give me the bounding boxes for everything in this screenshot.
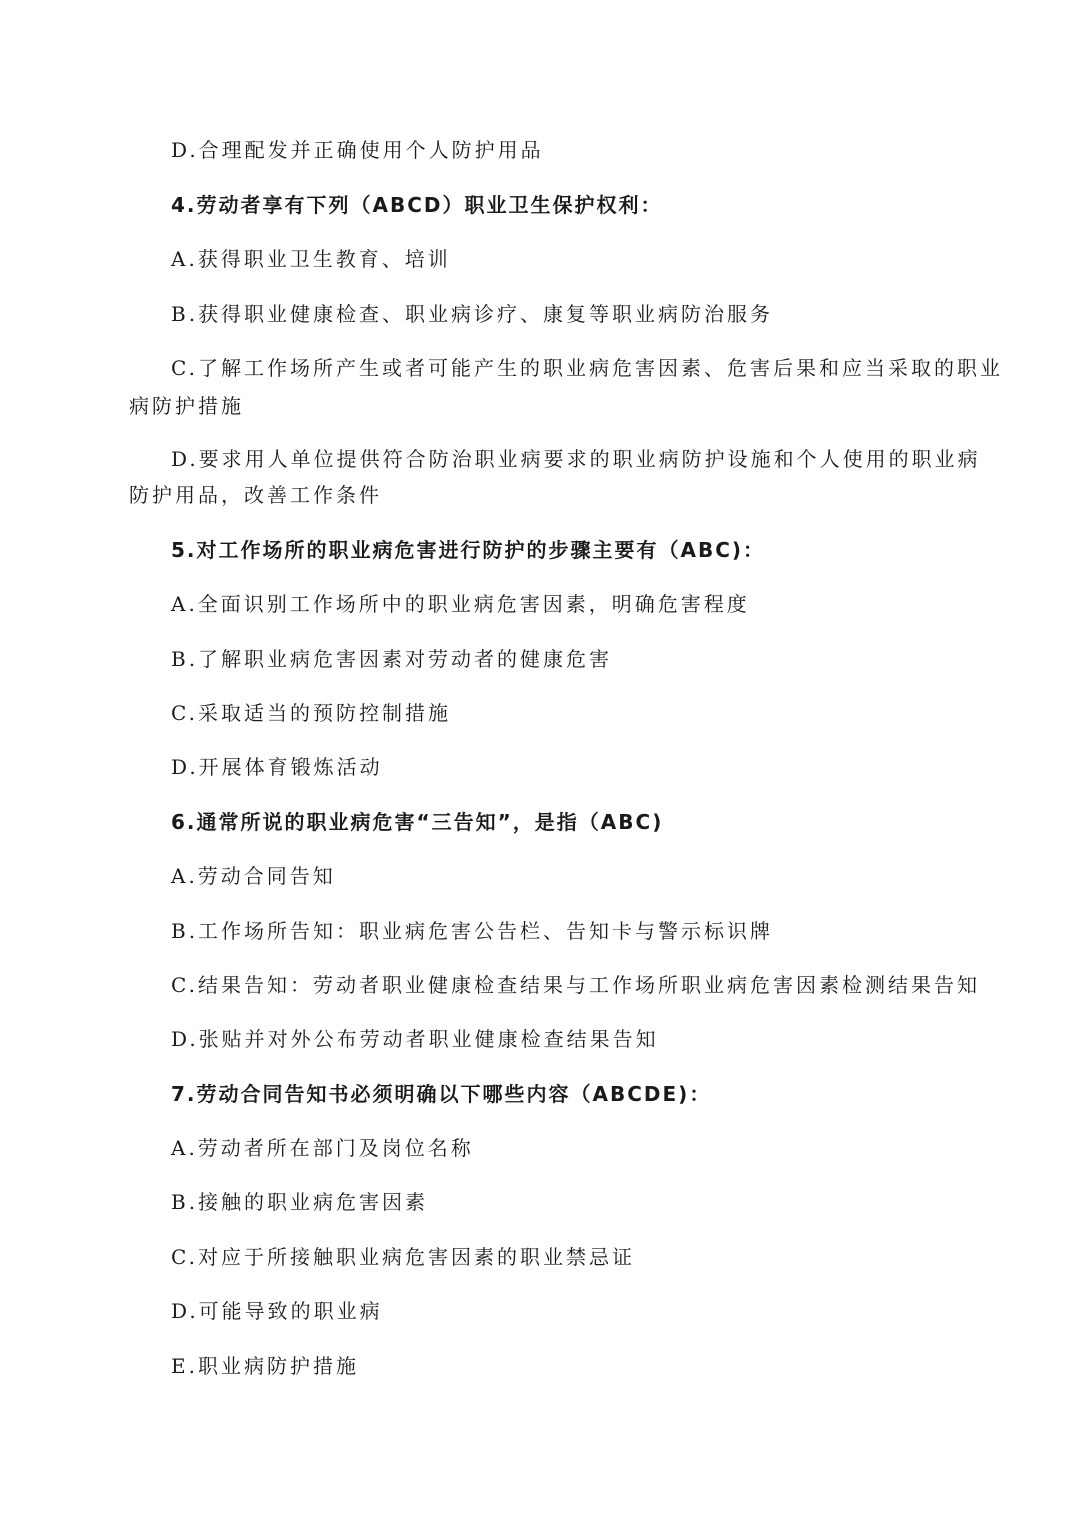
option-4d: D.要求用人单位提供符合防治职业病要求的职业病防护设施和个人使用的职业病	[171, 447, 981, 471]
option-7c: C.对应于所接触职业病危害因素的职业禁忌证	[171, 1245, 635, 1269]
option-7b: B.接触的职业病危害因素	[171, 1190, 429, 1214]
option-4c: C.了解工作场所产生或者可能产生的职业病危害因素、危害后果和应当采取的职业	[171, 356, 1003, 380]
option-5c: C.采取适当的预防控制措施	[171, 701, 451, 725]
option-5a: A.全面识别工作场所中的职业病危害因素，明确危害程度	[171, 592, 750, 616]
option-3d: D.合理配发并正确使用个人防护用品	[171, 138, 544, 162]
question-4-heading: 4.劳动者享有下列（ABCD）职业卫生保护权利：	[171, 193, 663, 217]
option-4b: B.获得职业健康检查、职业病诊疗、康复等职业病防治服务	[171, 302, 774, 326]
option-4d-continuation: 防护用品，改善工作条件	[129, 483, 382, 507]
option-6a: A.劳动合同告知	[171, 864, 336, 888]
option-6b: B.工作场所告知：职业病危害公告栏、告知卡与警示标识牌	[171, 919, 774, 943]
option-6c: C.结果告知：劳动者职业健康检查结果与工作场所职业病危害因素检测结果告知	[171, 973, 980, 997]
option-7a: A.劳动者所在部门及岗位名称	[171, 1136, 474, 1160]
option-4a: A.获得职业卫生教育、培训	[171, 247, 451, 271]
option-7e: E.职业病防护措施	[171, 1354, 359, 1378]
option-5b: B.了解职业病危害因素对劳动者的健康危害	[171, 647, 613, 671]
question-5-heading: 5.对工作场所的职业病危害进行防护的步骤主要有（ABC)：	[171, 538, 766, 562]
question-7-heading: 7.劳动合同告知书必须明确以下哪些内容（ABCDE)：	[171, 1082, 712, 1106]
option-4c-continuation: 病防护措施	[129, 394, 244, 418]
option-6d: D.张贴并对外公布劳动者职业健康检查结果告知	[171, 1027, 659, 1051]
option-7d: D.可能导致的职业病	[171, 1299, 383, 1323]
option-5d: D.开展体育锻炼活动	[171, 755, 383, 779]
question-6-heading: 6.通常所说的职业病危害“三告知”，是指（ABC)	[171, 810, 664, 834]
